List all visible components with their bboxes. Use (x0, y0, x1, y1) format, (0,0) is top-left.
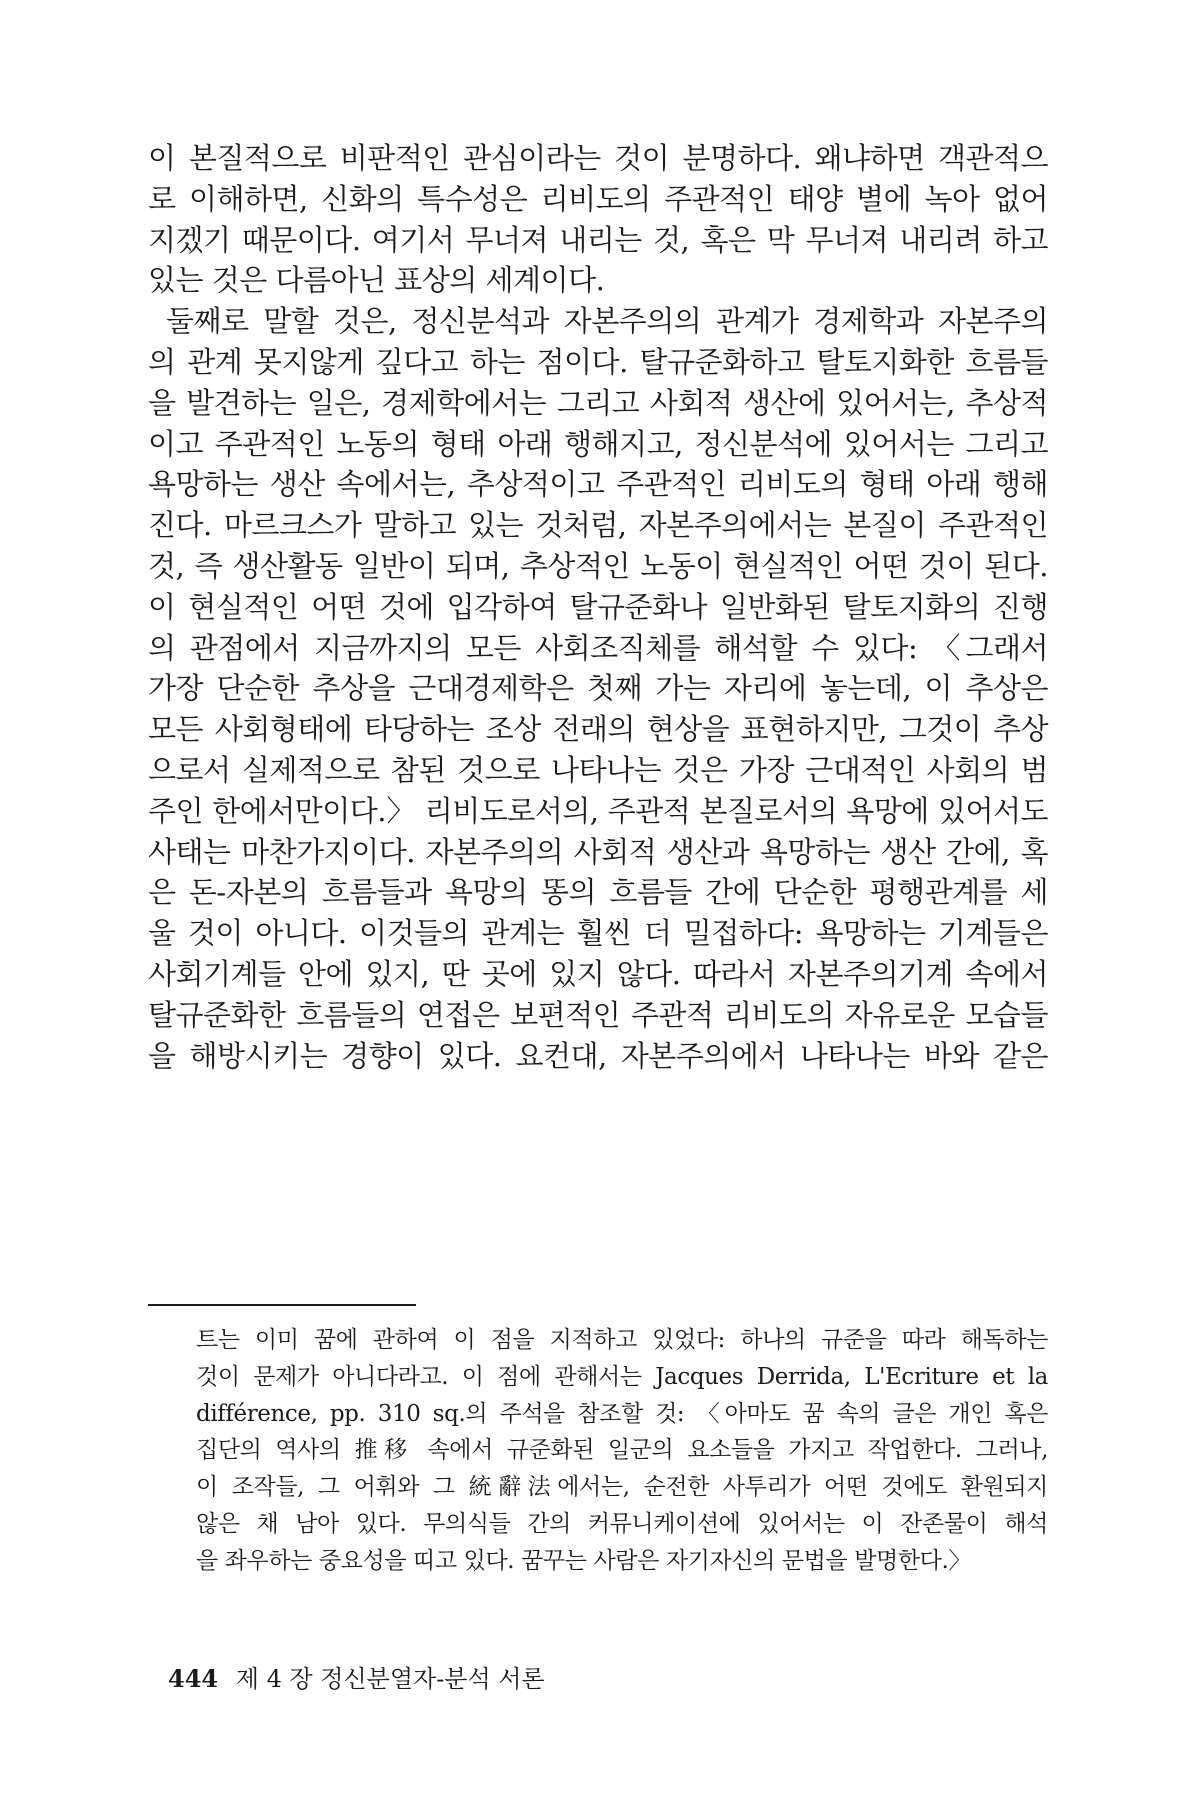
body-line: 이 본질적으로 비판적인 관심이라는 것이 분명하다. 왜냐하면 객관적으 (148, 141, 1048, 175)
body-line: 것, 즉 생산활동 일반이 되며, 추상적인 노동이 현실적인 어떤 것이 된다. (148, 548, 1048, 583)
footnote-line: 을 좌우하는 중요성을 띠고 있다. 꿈꾸는 사람은 자기자신의 문법을 발명한다.〉 (196, 1547, 971, 1574)
body-line: 을 해방시키는 경향이 있다. 요컨대, 자본주의에서 나타나는 바와 같은 (148, 1038, 1048, 1073)
body-line: 사태는 마찬가지이다. 자본주의의 사회적 생산과 욕망하는 생산 간에, 혹 (148, 834, 1048, 869)
body-line: 지겠기 때문이다. 여기서 무너져 내리는 것, 혹은 막 무너져 내리려 하고 (148, 222, 1048, 257)
body-line: 로 이해하면, 신화의 특수성은 리비도의 주관적인 태양 별에 녹아 없어 (148, 181, 1048, 216)
body-line: 을 발견하는 일은, 경제학에서는 그리고 사회적 생산에 있어서는, 추상적 (148, 385, 1048, 420)
body-text (148, 138, 1048, 1076)
footnote-line: 트는 이미 꿈에 관하여 이 점을 지적하고 있었다: 하나의 규준을 따라 해독하는 (196, 1327, 1048, 1353)
body-line: 주인 한에서만이다.〉 리비도로서의, 주관적 본질로서의 욕망에 있어서도 (148, 793, 1048, 828)
body-line: 진다. 마르크스가 말하고 있는 것처럼, 자본주의에서는 본질이 주관적인 (148, 508, 1048, 543)
body-line: 이고 주관적인 노동의 형태 아래 행해지고, 정신분석에 있어서는 그리고 (148, 426, 1048, 461)
body-line: 울 것이 아니다. 이것들의 관계는 훨씬 더 밀접하다: 욕망하는 기계들은 (148, 916, 1048, 951)
body-line: 은 돈-자본의 흐름들과 욕망의 똥의 흐름들 간에 단순한 평행관계를 세 (148, 875, 1048, 910)
footnote-line: 것이 문제가 아니다라고. 이 점에 관해서는 Jacques Derrida, L'Ecriture et la (196, 1363, 1048, 1390)
body-line: 이 현실적인 어떤 것에 입각하여 탈규준화나 일반화된 탈토지화의 진행 (148, 589, 1048, 624)
body-line: 둘째로 말할 것은, 정신분석과 자본주의의 관계가 경제학과 자본주의 (166, 304, 1048, 339)
body-line: 있는 것은 다름아닌 표상의 세계이다. (148, 263, 605, 298)
body-line: 의 관점에서 지금까지의 모든 사회조직체를 해석할 수 있다: 〈그래서 (148, 630, 1048, 665)
running-title: 제 4 장 정신분열자-분석 서론 (235, 1665, 545, 1693)
body-line: 탈규준화한 흐름들의 연접은 보편적인 주관적 리비도의 자유로운 모습들 (148, 997, 1048, 1032)
body-line: 으로서 실제적으로 참된 것으로 나타나는 것은 가장 근대적인 사회의 범 (148, 752, 1048, 787)
footnote-line: 이 조작들, 그 어휘와 그 統辭法에서는, 순전한 사투리가 어떤 것에도 환원되지 (196, 1474, 1048, 1501)
footnote-line: 집단의 역사의 推移 속에서 규준화된 일군의 요소들을 가지고 작업한다. 그러나, (196, 1437, 1048, 1464)
page-number: 444 (168, 1664, 219, 1693)
body-line: 의 관계 못지않게 깊다고 하는 점이다. 탈규준화하고 탈토지화한 흐름들 (148, 344, 1048, 379)
footnote-line: différence, pp. 310 sq.의 주석을 참조할 것: 〈아마도 꿈 속의 글은 개인 혹은 (196, 1400, 1048, 1427)
footnote-line: 않은 채 남아 있다. 무의식들 간의 커뮤니케이션에 있어서는 이 잔존물이 해석 (196, 1510, 1048, 1537)
body-line: 모든 사회형태에 타당하는 조상 전래의 현상을 표현하지만, 그것이 추상 (148, 712, 1048, 747)
footnote-divider (148, 1304, 416, 1306)
body-line: 사회기계들 안에 있지, 딴 곳에 있지 않다. 따라서 자본주의기계 속에서 (148, 956, 1048, 991)
body-line: 가장 단순한 추상을 근대경제학은 첫째 가는 자리에 놓는데, 이 추상은 (148, 671, 1048, 706)
page-footer (168, 1664, 545, 1694)
body-line: 욕망하는 생산 속에서는, 추상적이고 주관적인 리비도의 형태 아래 행해 (148, 467, 1048, 502)
footnote (196, 1322, 1048, 1580)
